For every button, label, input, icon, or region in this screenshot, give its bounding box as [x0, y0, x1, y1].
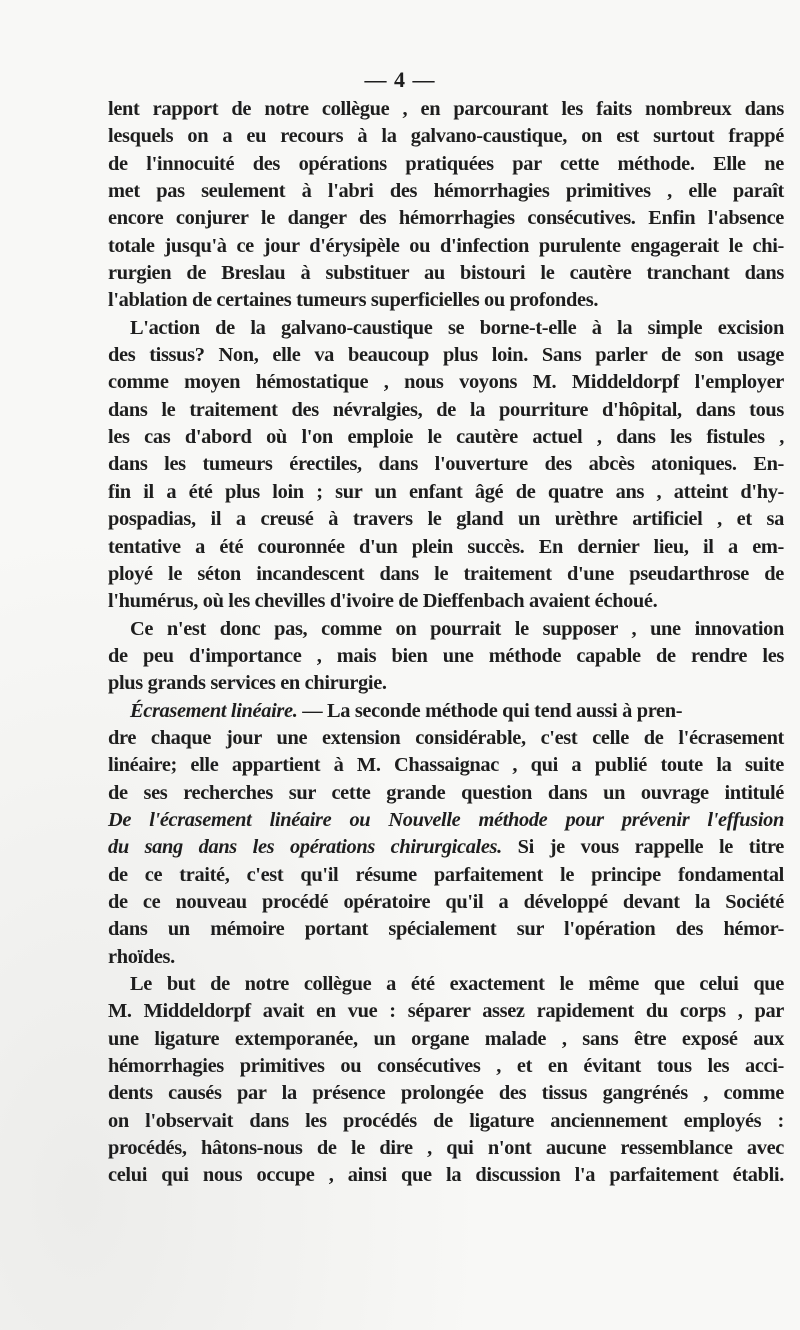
text-line: pospadias, il a creusé à travers le gland un urèthre artificiel , et sa — [108, 508, 784, 531]
text-line: hémorrhagies primitives ou consécutives , et en évitant tous les acci- — [108, 1055, 784, 1078]
text-line: tentative a été couronnée d'un plein succès. En dernier lieu, il a em- — [108, 535, 784, 558]
text-line: plus grands services en chirurgie. — [108, 672, 387, 695]
text-line: l'humérus, où les chevilles d'ivoire de Dieffenbach avaient échoué. — [108, 590, 658, 613]
text-line: procédés, hâtons-nous de le dire , qui n'ont aucune ressemblance avec — [108, 1137, 784, 1160]
text-line: encore conjurer le danger des hémorrhagies consécutives. Enfin l'absence — [108, 207, 784, 230]
page-number: — 4 — — [364, 67, 436, 92]
text-line: de peu d'importance , mais bien une méthode capable de rendre les — [108, 644, 784, 667]
text-line: L'action de la galvano-caustique se borne-t-elle à la simple excision — [130, 316, 784, 339]
text-line: une ligature extemporanée, un organe malade , sans être exposé aux — [108, 1027, 784, 1050]
paragraph-innovation — [108, 616, 784, 698]
text-line: Le but de notre collègue a été exactement le même que celui que — [130, 973, 784, 995]
text-line: des tissus? Non, elle va beaucoup plus loin. Sans parler de son usage — [108, 344, 784, 367]
text-line: on l'observait dans les procédés de ligature anciennement employés : — [108, 1109, 784, 1132]
text-line: comme moyen hémostatique , nous voyons M. Middeldorpf l'employer — [108, 371, 784, 394]
book-title-line: De l'écrasement linéaire ou Nouvelle méthode pour prévenir l'effusion — [108, 808, 784, 831]
text-line: met pas seulement à l'abri des hémorrhagies primitives , elle paraît — [108, 180, 784, 203]
text-line: dans un mémoire portant spécialement sur l'opération des hémor- — [108, 918, 784, 941]
text-line: rhoïdes. — [108, 945, 175, 968]
text-line: lesquels on a eu recours à la galvano-caustique, on est surtout frappé — [108, 125, 784, 148]
body-text — [108, 96, 784, 1190]
paragraph-galvano-caustique-intro — [108, 96, 784, 315]
text-line: dents causés par la présence prolongée des tissus gangrénés , comme — [108, 1082, 784, 1105]
text-line: ployé le séton incandescent dans le traitement d'une pseudarthrose de — [108, 562, 784, 585]
paragraph-galvano-caustique-action — [108, 315, 784, 616]
text-line — [108, 698, 800, 725]
text-line — [108, 834, 784, 861]
text-fragment: — La seconde méthode qui tend aussi à pren- — [297, 699, 683, 722]
text-line: celui qui nous occupe , ainsi que la discussion l'a parfaitement établi. — [108, 1164, 784, 1187]
section-heading-ecrasement-lineaire: Écrasement linéaire. — [130, 699, 298, 722]
text-line: de ce traité, c'est qu'il résume parfaitement le principe fondamental — [108, 863, 784, 886]
text-line: lent rapport de notre collègue , en parcourant les faits nombreux dans — [108, 98, 784, 120]
text-line: dans les tumeurs érectiles, dans l'ouverture des abcès atoniques. En- — [108, 453, 784, 476]
text-line: dre chaque jour une extension considérable, c'est celle de l'écrasement — [108, 726, 784, 749]
text-line: Ce n'est donc pas, comme on pourrait le supposer , une innovation — [130, 617, 784, 640]
book-title-fragment: du sang dans les opérations chirurgicales. — [108, 836, 502, 859]
text-line: de ce nouveau procédé opératoire qu'il a développé devant la Société — [108, 890, 784, 913]
paragraph-but-du-collegue — [108, 971, 784, 1190]
text-line: dans le traitement des névralgies, de la pourriture d'hôpital, dans tous — [108, 398, 784, 421]
paragraph-ecrasement-lineaire — [108, 698, 784, 971]
text-line: M. Middeldorpf avait en vue : séparer assez rapidement du corps , par — [108, 1000, 784, 1023]
text-fragment: Si je vous rappelle le titre — [501, 836, 784, 859]
text-line: rurgien de Breslau à substituer au bistouri le cautère tranchant dans — [108, 262, 784, 285]
text-line: linéaire; elle appartient à M. Chassaignac , qui a publié toute la suite — [108, 754, 784, 777]
text-line: les cas d'abord où l'on emploie le cautère actuel , dans les fistules , — [108, 426, 784, 449]
text-line: de l'innocuité des opérations pratiquées par cette méthode. Elle ne — [108, 152, 784, 175]
text-line: l'ablation de certaines tumeurs superficielles ou profondes. — [108, 289, 599, 312]
text-line: totale jusqu'à ce jour d'érysipèle ou d'infection purulente engagerait le chi- — [108, 234, 784, 257]
text-line: fin il a été plus loin ; sur un enfant âgé de quatre ans , atteint d'hy- — [108, 480, 784, 503]
text-line: de ses recherches sur cette grande question dans un ouvrage intitulé — [108, 781, 784, 804]
